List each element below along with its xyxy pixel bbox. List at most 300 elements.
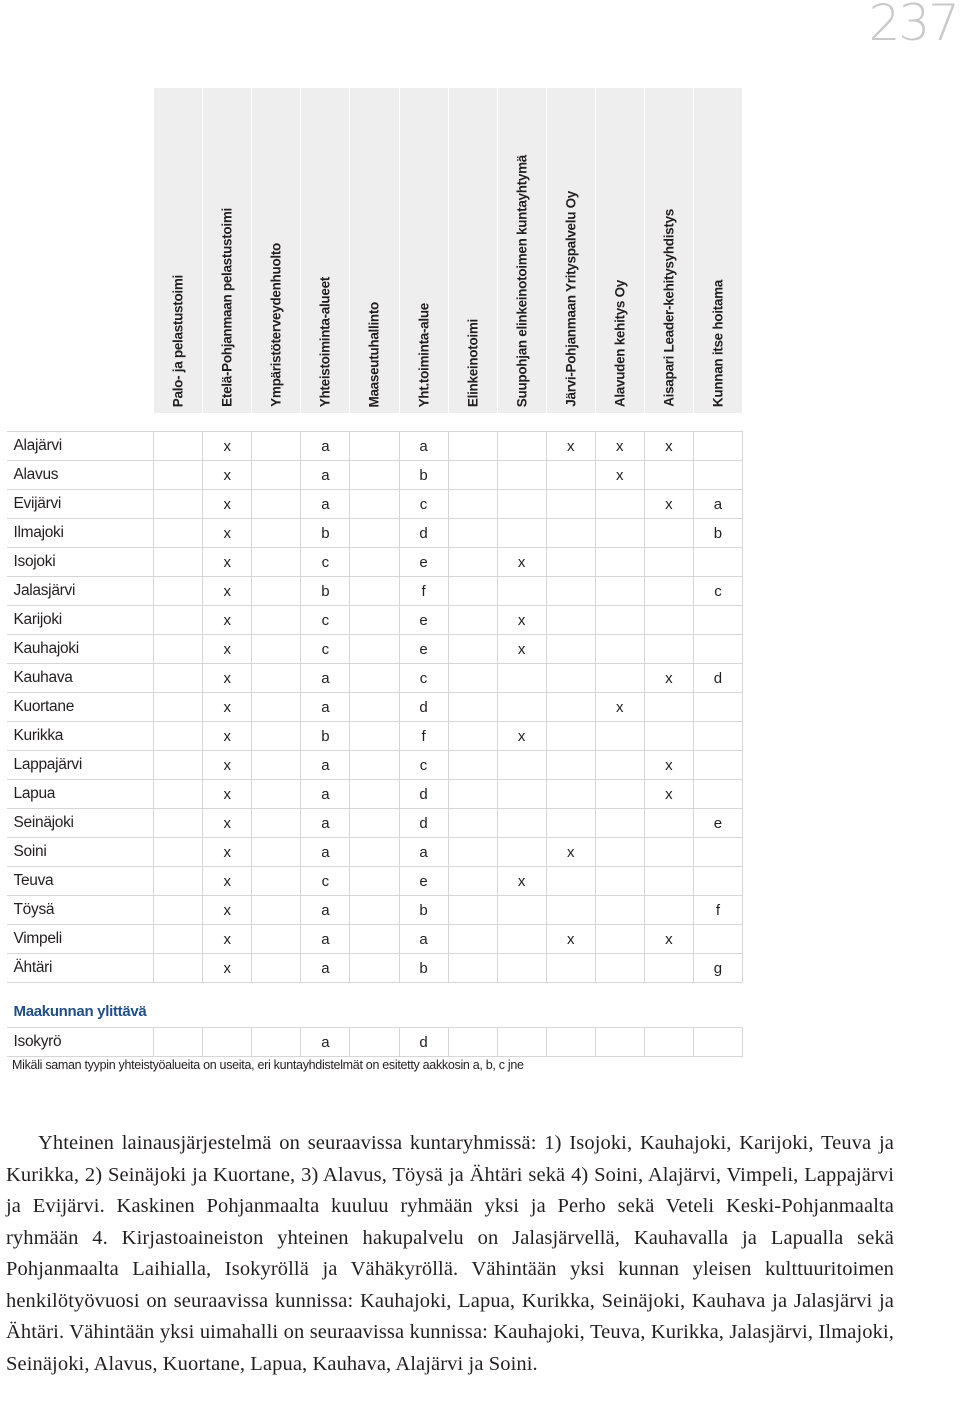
table-cell [252,780,301,809]
table-cell [252,722,301,751]
table-cell [350,1028,399,1057]
table-cell [448,954,497,983]
table-cell [546,461,595,490]
table-cell: a [301,838,350,867]
table-cell [595,606,644,635]
section-spacer-cell [7,983,743,998]
table-cell [252,1028,301,1057]
body-paragraph: Yhteinen lainausjärjestelmä on seuraavissa kuntaryhmissä: 1) Isojoki, Kauhajoki, Karijoki, Teuva ja Kurikka, 2) Seinäjoki ja Kuortane, 3) Alavus, Töysä ja Ähtäri sekä 4) Soini, Alajärvi, Vimpeli, Lappajärvi ja Evijärvi. Kaskinen Pohjanmaalta kuuluu ryhmään yksi ja Perho sekä Veteli Keski-Pohjanmaalta ryhmään 4. Kirjastoaineiston yhteinen hakupalvelu on Jalasjärvellä, Kauhavalla ja Lapualla sekä Pohjanmaalta Laihialla, Isokyröllä ja Vähäkyröllä. Vähintään yksi kunnan yleisen kulttuuritoimen henkilötyövuosi on seuraavissa kunnissa: Kauhajoki, Lapua, Kurikka, Seinäjoki, Kauhava ja Jalasjärvi ja Ähtäri. Vähintään yksi uimahalli on seuraavissa kunnissa: Kauhajoki, Teuva, Kurikka, Jalasjärvi, Ilmajoki, Seinäjoki, Alavus, Kuortane, Lapua, Kauhava, Alajärvi ja Soini. [6,1132,894,1375]
table-cell: a [301,461,350,490]
table-cell: x [497,867,546,896]
table-cell [595,954,644,983]
table-cell [497,780,546,809]
table-cell [448,461,497,490]
table-cell: a [301,490,350,519]
table-cell [154,490,203,519]
table-row [7,693,743,722]
municipality-name: Ähtäri [7,954,154,983]
table-row [7,867,743,896]
table-cell: f [399,577,448,606]
table-cell [203,1028,252,1057]
table-cell: a [301,751,350,780]
table-row [7,751,743,780]
table-cell [546,1028,595,1057]
table-cell [595,809,644,838]
table-cell: a [301,809,350,838]
table-cell [644,519,693,548]
table-cell [595,896,644,925]
table-cell [546,490,595,519]
municipality-rows [7,432,743,983]
table-cell: b [399,954,448,983]
column-header-label: Järvi-Pohjanmaan Yrityspalvelu Oy [563,191,579,407]
table-row [7,954,743,983]
table-cell: x [546,838,595,867]
table-cell [546,577,595,606]
table-cell: x [644,664,693,693]
table-cell: c [693,577,742,606]
column-header-label: Ympäristöterveydenhuolto [268,243,284,407]
table-cell: x [203,548,252,577]
table-cell: x [203,722,252,751]
municipality-name: Lappajärvi [7,751,154,780]
table-cell [350,461,399,490]
table-cell: x [497,548,546,577]
table-cell: x [546,432,595,461]
table-cell [154,519,203,548]
table-row [7,635,743,664]
table-cell [595,867,644,896]
table-cell [252,838,301,867]
table-cell [252,809,301,838]
table-cell [693,432,742,461]
table-cell [595,490,644,519]
table-cell: b [301,519,350,548]
table-cell [448,577,497,606]
table-cell [448,780,497,809]
table-cell: a [301,1028,350,1057]
table-cell [497,954,546,983]
table-cell [448,490,497,519]
table-cell [546,635,595,664]
table-cell: c [301,635,350,664]
table-cell [546,664,595,693]
municipality-name: Ilmajoki [7,519,154,548]
table-cell [350,577,399,606]
column-header [497,88,546,414]
table-cell: x [203,867,252,896]
table-cell [693,867,742,896]
table-cell [154,1028,203,1057]
table-cell: x [644,432,693,461]
table-cell: d [399,1028,448,1057]
table-cell [595,838,644,867]
table-cell: b [399,461,448,490]
table-cell [252,867,301,896]
table-cell [546,954,595,983]
table-cell: x [203,896,252,925]
table-cell [546,780,595,809]
section-heading-cell [7,997,743,1028]
table-cell: x [203,577,252,606]
table-cell [644,722,693,751]
table-cell [497,664,546,693]
table-cell [252,461,301,490]
table-cell [546,896,595,925]
table-cell [595,780,644,809]
column-header [252,88,301,414]
table-cell [644,1028,693,1057]
table-cell [252,751,301,780]
table-cell [350,693,399,722]
table-cell: x [203,432,252,461]
municipality-name: Kurikka [7,722,154,751]
table-cell [644,867,693,896]
table-cell: a [399,838,448,867]
table-cell: x [595,432,644,461]
table-cell [154,722,203,751]
table-cell [252,896,301,925]
table-cell: x [203,954,252,983]
table-cell [546,722,595,751]
table-row [7,809,743,838]
table-cell [644,606,693,635]
table-cell: x [644,780,693,809]
table-cell [350,809,399,838]
column-header [693,88,742,414]
table-cell [497,838,546,867]
municipality-name: Karijoki [7,606,154,635]
table-cell [693,751,742,780]
table-cell [595,925,644,954]
column-header-label: Kunnan itse hoitama [710,279,726,407]
municipality-name: Lapua [7,780,154,809]
table-row [7,722,743,751]
table-cell [350,838,399,867]
table-cell [693,925,742,954]
table-cell [644,896,693,925]
table-cell [154,693,203,722]
cooperation-table [6,87,743,1057]
table-cell: a [301,780,350,809]
table-cell [595,664,644,693]
table-cell: e [399,867,448,896]
municipality-name: Evijärvi [7,490,154,519]
table-cell: a [301,664,350,693]
table-cell: e [399,548,448,577]
table-cell [448,751,497,780]
table-cell [350,635,399,664]
table-cell [644,693,693,722]
table-cell [693,548,742,577]
table-cell [595,1028,644,1057]
table-row [7,780,743,809]
table-cell [252,693,301,722]
column-header [448,88,497,414]
table-cell [448,664,497,693]
table-cell [595,635,644,664]
table-cell [497,490,546,519]
column-header [350,88,399,414]
table-cell: c [301,548,350,577]
table-cell: x [203,519,252,548]
table-cell [350,519,399,548]
table-cell [154,606,203,635]
table-cell [497,577,546,606]
table-cell: b [399,896,448,925]
table-cell [154,838,203,867]
table-cell: a [301,954,350,983]
table-cell: x [203,490,252,519]
table-cell [154,925,203,954]
table-cell [644,635,693,664]
table-cell [252,432,301,461]
table-cell [497,809,546,838]
table-cell [154,577,203,606]
table-cell: e [399,635,448,664]
table-cell [252,954,301,983]
table-cell [350,780,399,809]
municipality-name: Teuva [7,867,154,896]
table-cell [448,722,497,751]
cross-region-rows [7,983,743,1057]
table-cell [154,548,203,577]
table-cell: x [644,490,693,519]
table-cell: c [301,867,350,896]
table-cell: b [301,722,350,751]
table-cell [497,1028,546,1057]
table-cell [644,548,693,577]
table-cell: a [399,925,448,954]
table-cell: g [693,954,742,983]
table-row [7,577,743,606]
table-row [7,896,743,925]
table-cell [448,867,497,896]
table-row [7,490,743,519]
table-cell [644,577,693,606]
column-header-label: Alavuden kehitys Oy [612,279,628,407]
column-header [154,88,203,414]
table-cell: x [595,461,644,490]
table-cell [693,780,742,809]
table-footnote: Mikäli saman tyypin yhteistyöalueita on useita, eri kuntayhdistelmät on esitetty aakkosin a, b, c jne [12,1058,524,1072]
column-header-row [7,88,743,414]
column-header [595,88,644,414]
table-cell: x [644,751,693,780]
table-cell [644,838,693,867]
table-cell [497,925,546,954]
table-cell [252,577,301,606]
table-cell [350,722,399,751]
table-cell [693,606,742,635]
table-cell [595,751,644,780]
table-cell [497,693,546,722]
section-heading-row [7,997,743,1028]
table-cell [252,548,301,577]
table-cell: f [693,896,742,925]
municipality-name: Vimpeli [7,925,154,954]
table-row [7,664,743,693]
table-cell: x [497,635,546,664]
table-cell [154,664,203,693]
table-cell [350,432,399,461]
table-cell [154,809,203,838]
table-cell [546,867,595,896]
table-cell [693,1028,742,1057]
table-cell [693,722,742,751]
municipality-name: Alavus [7,461,154,490]
table-cell [693,693,742,722]
table-cell [448,1028,497,1057]
table-cell [154,635,203,664]
table-cell [350,664,399,693]
table-cell: c [399,751,448,780]
column-header-label: Aisapari Leader-kehitysyhdistys [661,209,677,407]
table-row [7,432,743,461]
table-cell [350,751,399,780]
table-cell [546,693,595,722]
municipality-name: Kauhajoki [7,635,154,664]
table-cell: x [203,751,252,780]
table-row [7,925,743,954]
table-cell [154,780,203,809]
table-cell [448,606,497,635]
table-cell [448,838,497,867]
table-cell: x [203,809,252,838]
table-cell: x [497,606,546,635]
column-header [546,88,595,414]
table-cell: x [595,693,644,722]
table-cell: d [693,664,742,693]
table-cell [595,548,644,577]
table-cell [350,867,399,896]
column-header-label: Elinkeinotoimi [465,318,481,407]
section-heading: Maakunnan ylittävä [13,1003,147,1020]
table-cell [350,490,399,519]
column-header [399,88,448,414]
column-header-label: Yhteistoiminta-alueet [317,276,333,407]
municipality-name: Isokyrö [7,1028,154,1057]
table-cell: x [203,780,252,809]
table-cell: d [399,693,448,722]
column-header-label: Yht.toiminta-alue [416,302,432,407]
municipality-name: Alajärvi [7,432,154,461]
table-cell: x [644,925,693,954]
table-cell: f [399,722,448,751]
column-header-label: Palo- ja pelastustoimi [170,274,186,407]
table-cell: a [301,896,350,925]
table-cell [448,693,497,722]
municipality-name: Kuortane [7,693,154,722]
table-cell [350,954,399,983]
table-cell [154,461,203,490]
municipality-name: Soini [7,838,154,867]
section-spacer-row [7,983,743,998]
table-cell: x [546,925,595,954]
table-cell [448,635,497,664]
table-cell [252,490,301,519]
table-row [7,461,743,490]
column-header [301,88,350,414]
table-cell [350,925,399,954]
table-cell: d [399,519,448,548]
table-cell [497,461,546,490]
table-cell: x [203,635,252,664]
table-cell: b [693,519,742,548]
municipality-name: Kauhava [7,664,154,693]
table-cell: x [203,838,252,867]
table-cell [497,432,546,461]
table-cell: d [399,780,448,809]
table-cell [448,925,497,954]
table-cell [546,519,595,548]
table-cell [448,896,497,925]
municipality-name: Isojoki [7,548,154,577]
table-row [7,519,743,548]
table-cell [448,432,497,461]
municipality-name: Seinäjoki [7,809,154,838]
table-row [7,838,743,867]
table-cell [350,896,399,925]
table-cell [154,751,203,780]
column-header-label: Suupohjan elinkeinotoimen kuntayhtymä [514,154,530,407]
cooperation-table-container [6,87,743,1057]
table-cell [546,751,595,780]
column-header [644,88,693,414]
table-cell: a [693,490,742,519]
table-cell [595,519,644,548]
table-cell: c [301,606,350,635]
table-cell [350,606,399,635]
table-cell: c [399,490,448,519]
table-cell [644,461,693,490]
table-cell [497,519,546,548]
table-cell [448,809,497,838]
table-cell [252,925,301,954]
table-cell [497,896,546,925]
table-row [7,1028,743,1057]
table-cell [693,635,742,664]
table-cell [595,577,644,606]
table-cell [252,635,301,664]
table-cell [644,954,693,983]
table-cell [154,432,203,461]
table-cell [448,519,497,548]
table-cell [350,548,399,577]
header-spacer-cell [7,414,743,432]
table-cell: a [301,693,350,722]
table-cell [252,664,301,693]
table-cell: d [399,809,448,838]
table-cell: x [203,461,252,490]
header-spacer-row [7,414,743,432]
table-cell: x [203,925,252,954]
table-cell [546,548,595,577]
table-cell [154,954,203,983]
table-cell: x [497,722,546,751]
table-cell [252,519,301,548]
table-cell: a [301,925,350,954]
table-cell: b [301,577,350,606]
table-cell [546,606,595,635]
column-header-label: Etelä-Pohjanmaan pelastustoimi [219,208,235,407]
table-cell: c [399,664,448,693]
column-header [203,88,252,414]
municipality-name: Jalasjärvi [7,577,154,606]
table-cell: x [203,606,252,635]
header-blank-cell [7,88,154,414]
table-cell [154,896,203,925]
